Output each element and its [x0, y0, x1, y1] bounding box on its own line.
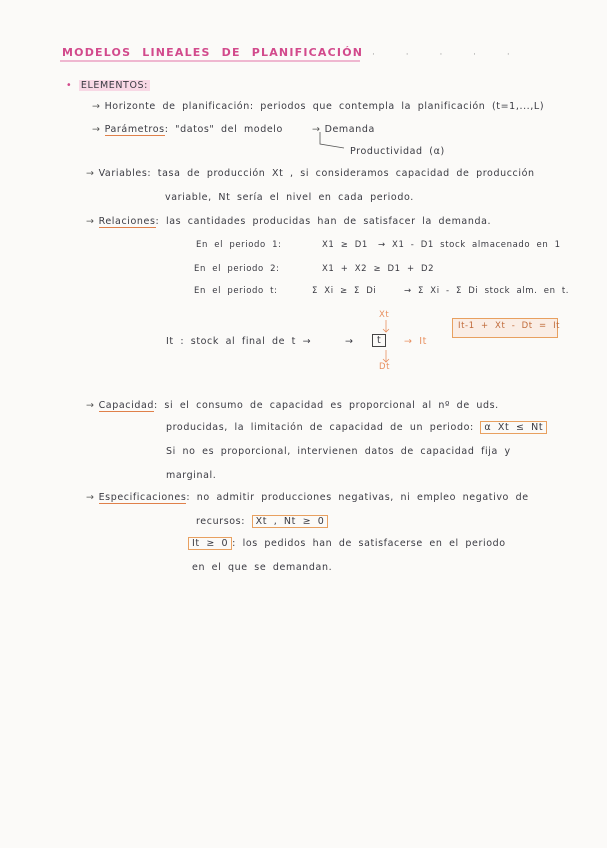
- bullet-icon: •: [66, 80, 73, 91]
- rel-row3-stock: → Σ Xi - Σ Di stock alm. en t.: [404, 286, 570, 296]
- arrow-icon: →: [86, 216, 95, 227]
- variables-text: : tasa de producción Xt , si consideramos capacidad de producción: [147, 168, 535, 179]
- relaciones-label: Relaciones: [98, 216, 156, 227]
- elementos-heading-line: [66, 80, 150, 91]
- variables-text2: variable, Nt sería el nivel en cada periodo.: [165, 192, 414, 203]
- especificaciones-text1: : no admitir producciones negativas, ni empleo negativo de: [186, 492, 529, 503]
- branch-connector: [318, 132, 348, 152]
- arrow-icon: →: [86, 400, 95, 411]
- decorative-dots: · · · · ·: [372, 50, 524, 60]
- param-demanda: Demanda: [324, 124, 375, 135]
- variables-line: [86, 168, 535, 179]
- capacidad-line: [86, 400, 499, 411]
- horizonte-label: Horizonte de planificación: [104, 101, 250, 112]
- especificaciones-text2: recursos:: [196, 516, 246, 527]
- especificaciones-text4: en el que se demandan.: [192, 562, 333, 573]
- rel-row2-label: En el periodo 2:: [194, 264, 280, 274]
- especificaciones-formula2: It ≥ 0: [188, 537, 232, 550]
- arrow-down-icon: [382, 320, 390, 334]
- especificaciones-formula1: Xt , Nt ≥ 0: [252, 515, 329, 528]
- rel-row1-ineq: X1 ≥ D1: [322, 240, 368, 250]
- rel-row3-label: En el periodo t:: [194, 286, 278, 296]
- especificaciones-label: Especificaciones: [98, 492, 187, 503]
- period-node-t: t: [372, 334, 386, 347]
- horizonte-text: : periodos que contempla la planificación (t=1,...,L): [249, 101, 545, 112]
- arrow-icon: →: [92, 101, 101, 112]
- elementos-heading: ELEMENTOS:: [80, 80, 148, 91]
- rel-row3-ineq: Σ Xi ≥ Σ Di: [312, 286, 377, 296]
- stock-equation: It-1 + Xt - Dt = It: [458, 321, 561, 331]
- arrow-icon: →: [92, 124, 101, 135]
- capacidad-text2: producidas, la limitación de capacidad de un periodo:: [166, 422, 474, 433]
- param-productividad: Productividad (α): [350, 146, 445, 157]
- capacidad-formula: α Xt ≤ Nt: [480, 421, 547, 434]
- node-it: It: [419, 336, 427, 347]
- arrow-icon: →: [86, 492, 95, 503]
- stock-text: It : stock al final de t →: [166, 336, 312, 347]
- variables-label: Variables: [98, 168, 148, 179]
- arrow-icon: →: [86, 168, 95, 179]
- relaciones-text: : las cantidades producidas han de satisfacer la demanda.: [155, 216, 492, 227]
- especificaciones-text2-line: [196, 516, 328, 527]
- horizonte-line: [92, 101, 544, 112]
- rel-row1-label: En el periodo 1:: [196, 240, 282, 250]
- parametros-line: [92, 124, 283, 135]
- rel-row2-ineq: X1 + X2 ≥ D1 + D2: [322, 264, 435, 274]
- especificaciones-text3-line: [188, 538, 506, 549]
- node-dt-label: Dt: [379, 362, 391, 372]
- node-it-label: → It: [404, 336, 427, 347]
- parametros-label: Parámetros: [104, 124, 165, 135]
- relaciones-line: [86, 216, 491, 227]
- title-underline: [60, 60, 360, 62]
- capacidad-text4: marginal.: [166, 470, 217, 481]
- capacidad-text1: : si el consumo de capacidad es proporcional al nº de uds.: [154, 400, 499, 411]
- especificaciones-line: [86, 492, 529, 503]
- parametros-text: : "datos" del modelo: [164, 124, 283, 135]
- arrow-icon: →: [345, 336, 354, 347]
- capacidad-label: Capacidad: [98, 400, 155, 411]
- capacidad-text2-line: [166, 422, 547, 433]
- rel-row1-stock: → X1 - D1 stock almacenado en 1: [378, 240, 561, 250]
- especificaciones-text3: : los pedidos han de satisfacerse en el periodo: [232, 538, 506, 549]
- node-xt-label: Xt: [379, 310, 390, 320]
- capacidad-text3: Si no es proporcional, intervienen datos de capacidad fija y: [166, 446, 511, 457]
- arrow-icon: →: [312, 124, 321, 135]
- page-title: MODELOS LINEALES DE PLANIFICACIÓN: [62, 46, 364, 59]
